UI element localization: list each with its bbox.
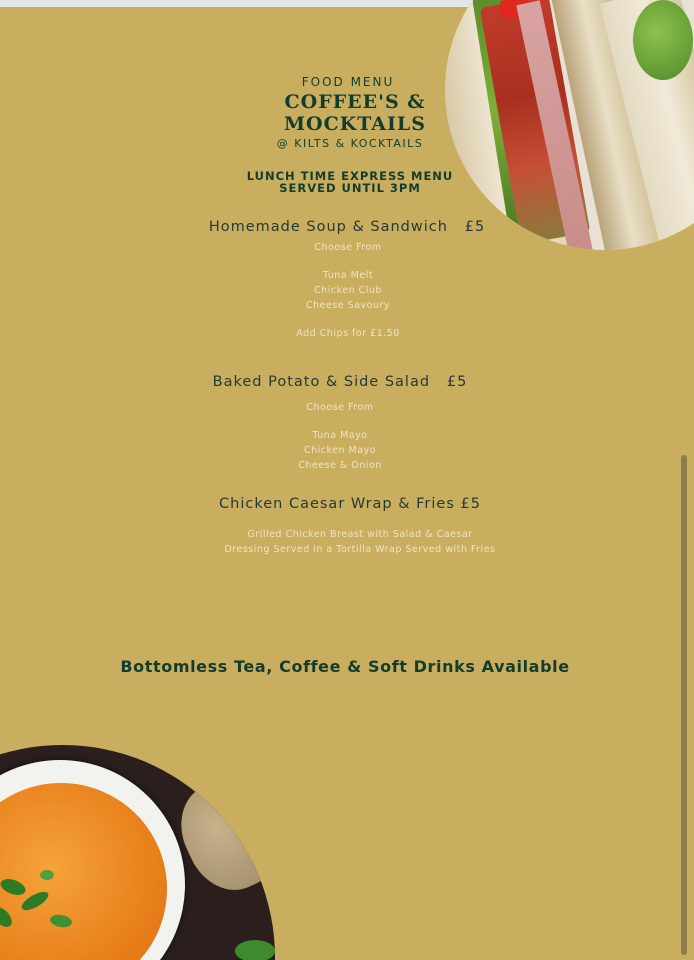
item-options [248,240,448,341]
menu-item-chicken-caesar-wrap [200,496,500,512]
menu-item-soup-sandwich [197,219,497,235]
soup-image [0,745,275,960]
menu-title [230,91,480,135]
lunch-line-1: LUNCH TIME EXPRESS MENU [246,169,454,183]
item-description [200,527,520,557]
title-line-2: MOCKTAILS [283,113,427,135]
scrollbar[interactable] [681,455,687,955]
choose-from: Choose From [314,242,382,253]
option: Tuna Melt [322,270,374,281]
description-line: Dressing Served in a Tortilla Wrap Served with Fries [224,544,496,555]
option: Tuna Mayo [312,430,368,441]
item-name: Baked Potato & Side Salad £5 [212,374,468,390]
lunch-heading [230,170,470,194]
sandwich-image [445,0,694,250]
option: Cheese Savoury [306,300,390,311]
option: Cheese & Onion [298,460,382,471]
title-line-1: COFFEE'S & [284,91,426,113]
venue-label: @ KILTS & KOCKTAILS [276,137,424,150]
choose-from: Choose From [306,402,374,413]
description-line: Grilled Chicken Breast with Salad & Caesar [247,529,473,540]
item-name: Chicken Caesar Wrap & Fries £5 [219,496,481,512]
item-options [240,400,440,473]
add-chips-note: Add Chips for £1.50 [296,328,400,339]
option: Chicken Mayo [303,445,377,456]
menu-item-baked-potato [190,374,490,390]
lunch-line-2: SERVED UNTIL 3PM [279,181,421,195]
item-name: Homemade Soup & Sandwich £5 [208,219,486,235]
bottomless-drinks-banner: Bottomless Tea, Coffee & Soft Drinks Available [120,657,570,676]
food-menu-label: FOOD MENU [301,75,395,89]
option: Chicken Club [314,285,382,296]
